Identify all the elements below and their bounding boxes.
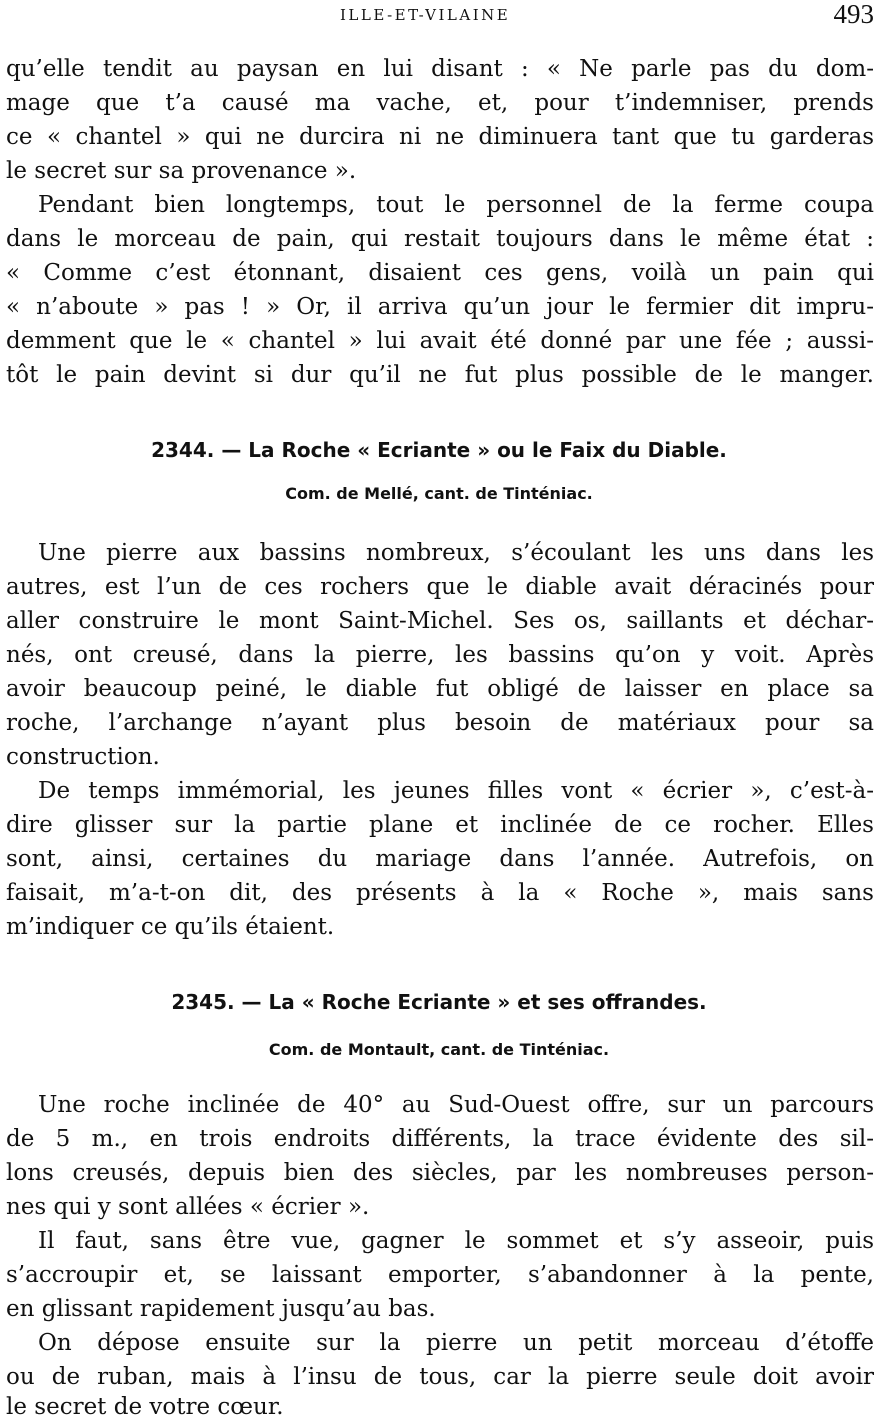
text-line: mage que t’a causé ma vache, et, pour t’indemniser, prends	[6, 90, 874, 116]
text-line: le secret de votre cœur.	[6, 1394, 284, 1420]
text-line: avoir beaucoup peiné, le diable fut obligé de laisser en place sa	[6, 676, 874, 702]
text-line: le secret sur sa provenance ».	[6, 158, 357, 184]
text-line: dans le morceau de pain, qui restait toujours dans le même état :	[6, 226, 874, 252]
text-line: nes qui y sont allées « écrier ».	[6, 1194, 370, 1220]
text-line: ce « chantel » qui ne durcira ni ne diminuera tant que tu garderas	[6, 124, 874, 150]
text-line: de 5 m., en trois endroits différents, la trace évidente des sil-	[6, 1126, 874, 1152]
text-line: faisait, m’a-t-on dit, des présents à la « Roche », mais sans	[6, 880, 874, 906]
running-title: ILLE-ET-VILAINE	[340, 6, 511, 24]
text-line: De temps immémorial, les jeunes filles vont « écrier », c’est-à-	[38, 778, 874, 804]
section-subtitle-2344: Com. de Mellé, cant. de Tinténiac.	[285, 484, 593, 503]
text-line: m’indiquer ce qu’ils étaient.	[6, 914, 335, 940]
section-subtitle-2345: Com. de Montault, cant. de Tinténiac.	[268, 1040, 610, 1059]
running-header	[0, 0, 878, 30]
text-line: dire glisser sur la partie plane et inclinée de ce rocher. Elles	[6, 812, 874, 838]
section-title-2345: 2345. — La « Roche Ecriante » et ses offrandes.	[171, 990, 707, 1014]
text-line: Une roche inclinée de 40° au Sud-Ouest offre, sur un parcours	[38, 1092, 874, 1118]
text-line: ou de ruban, mais à l’insu de tous, car la pierre seule doit avoir	[6, 1364, 874, 1390]
text-line: demment que le « chantel » lui avait été donné par une fée ; aussi-	[6, 328, 874, 354]
text-line: qu’elle tendit au paysan en lui disant : « Ne parle pas du dom-	[6, 56, 874, 82]
text-line: aller construire le mont Saint-Michel. Ses os, saillants et déchar-	[6, 608, 874, 634]
text-line: roche, l’archange n’ayant plus besoin de matériaux pour sa	[6, 710, 874, 736]
text-line: tôt le pain devint si dur qu’il ne fut plus possible de le manger.	[6, 362, 874, 388]
page-number: 493	[833, 0, 874, 29]
text-line: nés, ont creusé, dans la pierre, les bassins qu’on y voit. Après	[6, 642, 874, 668]
text-line: On dépose ensuite sur la pierre un petit morceau d’étoffe	[38, 1330, 874, 1356]
text-line: lons creusés, depuis bien des siècles, par les nombreuses person-	[6, 1160, 874, 1186]
section-title-2344: 2344. — La Roche « Ecriante » ou le Faix du Diable.	[151, 438, 727, 462]
text-line: autres, est l’un de ces rochers que le diable avait déracinés pour	[6, 574, 874, 600]
text-line: construction.	[6, 744, 160, 770]
text-line: Il faut, sans être vue, gagner le sommet et s’y asseoir, puis	[38, 1228, 874, 1254]
text-line: Pendant bien longtemps, tout le personnel de la ferme coupa	[38, 192, 874, 218]
text-line: « Comme c’est étonnant, disaient ces gens, voilà un pain qui	[6, 260, 874, 286]
text-line: sont, ainsi, certaines du mariage dans l’année. Autrefois, on	[6, 846, 874, 872]
text-line: Une pierre aux bassins nombreux, s’écoulant les uns dans les	[38, 540, 874, 566]
text-line: en glissant rapidement jusqu’au bas.	[6, 1296, 436, 1322]
text-line: « n’aboute » pas ! » Or, il arriva qu’un jour le fermier dit impru-	[6, 294, 874, 320]
text-line: s’accroupir et, se laissant emporter, s’abandonner à la pente,	[6, 1262, 874, 1288]
